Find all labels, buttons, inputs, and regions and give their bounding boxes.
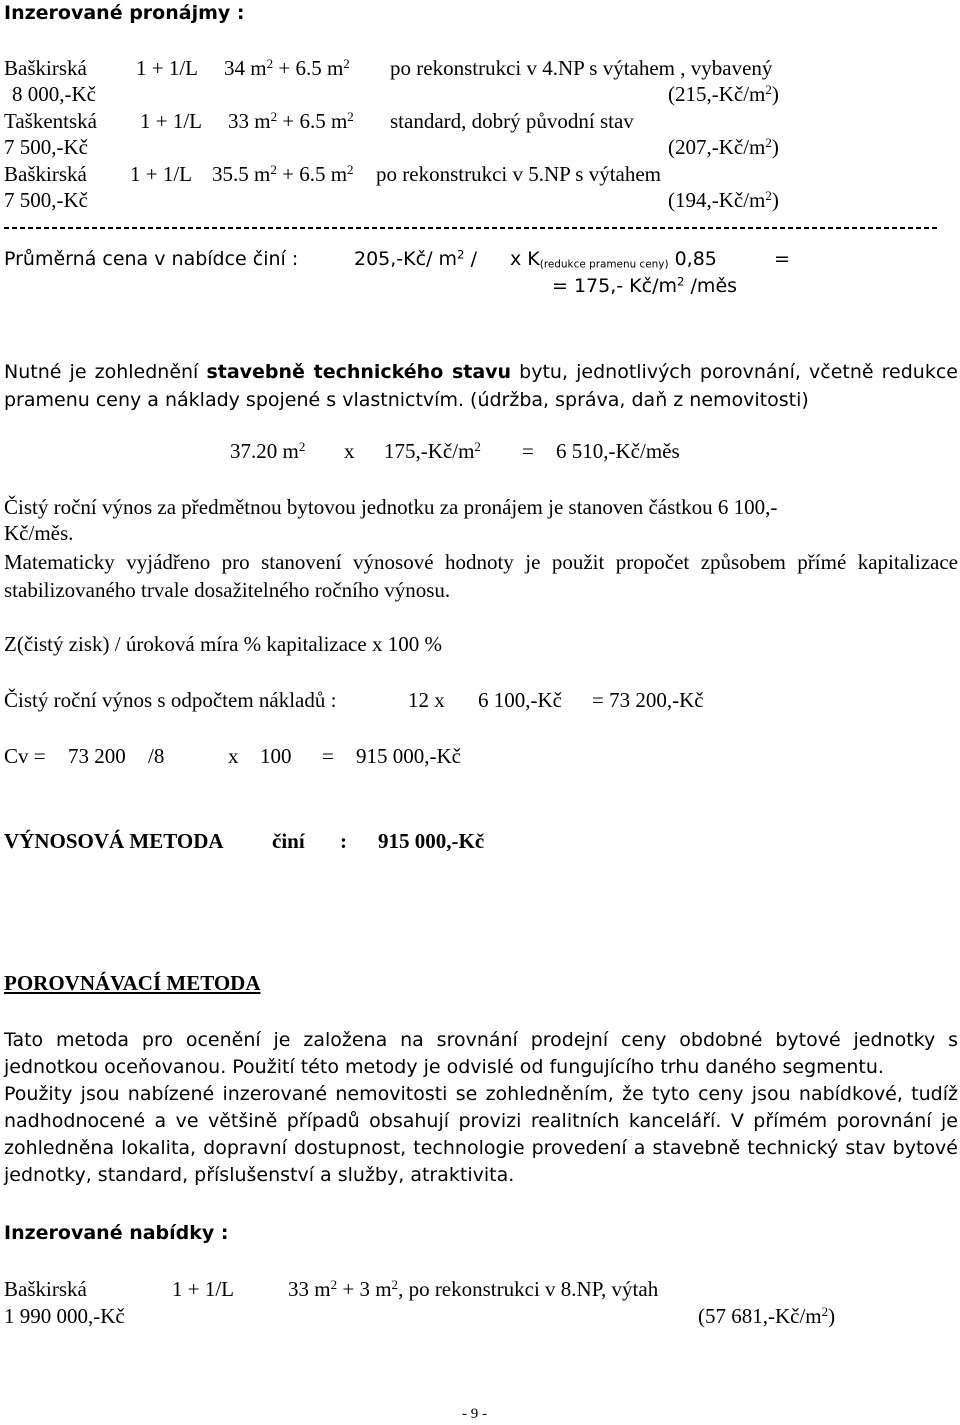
rental-1-area: 34 $m^2 + 6.5$ $m^2$ xyxy=(224,55,350,80)
capitalization-formula: Z(čistý zisk) / úroková míra % kapitalizace x 100 % xyxy=(4,632,442,656)
annual-net-yield-monthly: 6 100,-Kč xyxy=(478,688,562,712)
equals-sign: = xyxy=(774,248,790,270)
cv-yield: 73 200 xyxy=(68,744,126,768)
rental-1-layout: 1 + 1/L xyxy=(136,56,199,80)
rental-2-street: Taškentská xyxy=(4,109,98,133)
annual-net-yield-total: = 73 200,-Kč xyxy=(592,688,704,712)
calc-equals: = xyxy=(522,439,534,463)
calc-multiply: x xyxy=(344,439,355,463)
calc-monthly-rent: 6 510,-Kč/měs xyxy=(556,439,680,463)
offer-1-street: Baškirská xyxy=(4,1277,87,1301)
rental-2-price-per-m2: $(207,-Kč/m^2)$ xyxy=(668,134,779,159)
rental-2-price: 7 500,-Kč xyxy=(4,135,88,159)
calc-area: 37.20 $m^2$ xyxy=(230,438,306,463)
rental-3-layout: 1 + 1/L xyxy=(130,162,193,186)
rental-1-desc: po rekonstrukci v 4.NP s výtahem , vybavený xyxy=(390,56,773,80)
cv-label: Cv = xyxy=(4,744,46,768)
offer-1-area: 33 $m^2 + 3$ $m^2$, po rekonstrukci v 8.NP, výtah xyxy=(288,1276,659,1301)
page-number: - 9 - xyxy=(462,1406,487,1422)
yield-method-value: 915 000,-Kč xyxy=(378,829,485,853)
rental-1-price: 8 000,-Kč xyxy=(12,82,96,106)
paragraph-offers-description: Použity jsou nabízené inzerované nemovitosti se zohledněním, že tyto ceny jsou nabídkové, tudíž nadhodnocené a ve většině případů obsahují provizi realitních kanceláří. V přímém porovnání je zohledněna lokalita, dopravní dostupnost, technologie provedení a stavebně technický stav bytové jednotky, standard, příslušenství a služby, atraktivita. xyxy=(4,1083,958,1186)
rental-1-street: Baškirská xyxy=(4,56,87,80)
cv-multiply: x xyxy=(228,744,239,768)
rental-2-desc: standard, dobrý původní stav xyxy=(390,109,634,133)
rental-3-street: Baškirská xyxy=(4,162,87,186)
dashed-separator xyxy=(4,227,938,229)
rental-3-desc: po rekonstrukci v 5.NP s výtahem xyxy=(376,162,662,186)
rentals-heading: Inzerované pronájmy : xyxy=(4,2,245,24)
reduction-coefficient: x $K_{(redukce pramenu ceny)}$ 0,85 xyxy=(510,248,717,271)
offer-1-layout: 1 + 1/L xyxy=(172,1277,235,1301)
rental-2-area: 33 $m^2 + 6.5$ $m^2$ xyxy=(228,108,354,133)
offers-heading: Inzerované nabídky : xyxy=(4,1222,229,1244)
cv-equals: = xyxy=(322,744,334,768)
offer-1-price: 1 990 000,-Kč xyxy=(4,1304,125,1328)
average-price-result: = 175,- $Kč/m^2$ /měs xyxy=(552,274,738,297)
annual-net-yield-months: 12 x xyxy=(408,688,445,712)
rental-1-price-per-m2: $(215,-Kč/m^2)$ xyxy=(668,81,779,106)
comparative-method-heading: POROVNÁVACÍ METODA xyxy=(4,971,261,995)
rental-3-area: 35.5 $m^2 + 6.5$ $m^2$ xyxy=(212,161,354,186)
cv-rate: /8 xyxy=(148,744,165,768)
rental-3-price: 7 500,-Kč xyxy=(4,188,88,212)
paragraph-capitalization: Matematicky vyjádřeno pro stanovení výnosové hodnoty je použit propočet způsobem přímé kapitalizace stabilizovaného trvale dosažitelného ročního výnosu. xyxy=(4,550,958,602)
calc-unit-price: $175,-Kč/m^2$ xyxy=(384,438,481,463)
paragraph-technical-condition: Nutné je zohlednění stavebně technického stavu bytu, jednotlivých porovnání, včetně redukce pramenu ceny a náklady spojené s vlastnictvím. (údržba, správa, daň z nemovitosti) xyxy=(4,361,958,411)
average-price-value: 205,-Kč/ $m^2$ / xyxy=(354,247,477,270)
yield-method-amounts-to: činí xyxy=(272,829,305,853)
cv-hundred: 100 xyxy=(260,744,292,768)
rental-3-price-per-m2: $(194,-Kč/m^2)$ xyxy=(668,187,779,212)
annual-net-yield-label: Čistý roční výnos s odpočtem nákladů : xyxy=(4,688,337,712)
cv-result: 915 000,-Kč xyxy=(356,744,461,768)
yield-method-label: VÝNOSOVÁ METODA xyxy=(4,829,224,853)
rental-2-layout: 1 + 1/L xyxy=(140,109,203,133)
average-price-label: Průměrná cena v nabídce činí : xyxy=(4,248,299,270)
offer-1-price-per-m2: (57 $681,-Kč/m^2$) xyxy=(698,1303,836,1328)
paragraph-comparative-method: Tato metoda pro ocenění je založena na srovnání prodejní ceny obdobné bytové jednotky s jednotkou oceňovanou. Použití této metody je odvislé od fungujícího trhu daného segmentu. xyxy=(4,1029,958,1078)
yield-method-colon: : xyxy=(340,829,347,853)
paragraph-net-yield: Čistý roční výnos za předmětnou bytovou jednotku za pronájem je stanoven částkou 6 100,-Kč/měs. xyxy=(4,495,778,545)
